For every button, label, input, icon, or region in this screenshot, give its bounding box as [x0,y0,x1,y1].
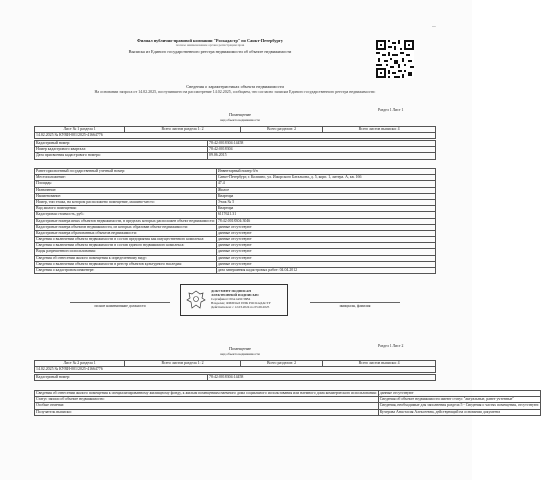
row-value: Сведения об объекте недвижимости имеют статус "актуальные, ранее учтенные" [378,397,540,403]
row-value: 78:42:0018304:14458 [208,375,436,381]
stamp-line-3: Сертификат: 00A1A9C36B4 [211,297,251,301]
row-label: Сведения об отнесении жилого помещения к определенному виду: [35,255,217,261]
row-label: Площадь: [35,181,217,187]
sig-line-right [310,302,400,303]
header-title: Выписка из Единого государственного реестра недвижимости об объекте недвижимости [128,48,292,54]
e-signature-stamp [180,284,288,316]
row-label: Особые отметки: [35,403,379,409]
row-value: Жилое [216,187,435,193]
row-label: Номер кадастрового квартала: [35,147,208,153]
row-label: Кадастровый номер: [35,141,208,147]
section1-number: Раздел 1 Лист 1 [378,108,404,112]
row-value: Санкт-Петербург, г. Колпино, ул. Ижорского Батальона, д. 5, корп. 1, литера. А, кв. 166 [216,175,435,181]
row-value: 09.06.2015 [208,153,436,159]
section2-number: Раздел 1 Лист 2 [378,344,404,348]
row-label: Кадастровые номера иных объектов недвижимости, в пределах которых расположен объект недвижимости: [36,218,215,223]
stamp-line-4: Владелец: ФИЛИАЛ ППК РОСКАДАСТР [211,301,271,305]
row-value: данные отсутствуют [216,230,435,236]
header-block [60,38,360,54]
section2-sheet-no: Лист № 2 раздела 1 [35,361,125,367]
table-row [35,375,436,381]
row-label: Назначение: [35,187,217,193]
section1-header-table [34,126,436,139]
row-label: Сведения о включении объекта недвижимости в реестр объектов культурного наследия: [35,261,217,267]
section2-id-table [34,374,436,381]
sig-position-caption: полное наименование должности [94,304,146,308]
row-label: Виды разрешенного использования: [35,249,217,255]
row-value: данные отсутствуют [216,224,435,230]
row-label: Ранее присвоенный государственный учетный номер: [35,169,217,175]
stamp-line-2: ЭЛЕКТРОННОЙ ПОДПИСЬЮ [211,293,259,297]
row-value: 6117621.31 [216,212,435,218]
page-number: — [432,24,436,28]
sig-line-left [70,302,170,303]
row-value: Квартира [216,206,435,212]
row-label: Сведения о включении объекта недвижимости в состав единого недвижимого комплекса: [35,243,217,249]
intro-text: На основании запроса от 14.02.2025, поступившего на рассмотрение 14.02.2025, сообщаем, что согласно записям Единого государственного реестра недвижимости: [94,89,376,95]
row-value: данные отсутствуют [216,261,435,267]
row-label: Наименование: [35,193,217,199]
row-label: Кадастровые номера образованных объектов недвижимости: [35,230,217,236]
row-value: 78:42:0018304:3046 [216,218,435,224]
section2-details-table [34,390,541,416]
section1-sections: Всего разделов: 2 [240,127,322,133]
row-label: Кадастровая стоимость, руб.: [35,212,217,218]
row-label: Номер, тип этажа, на котором расположено помещение, машино-место: [35,199,217,205]
row-label: Кадастровые номера объектов недвижимости, из которых образован объект недвижимости: [35,224,217,230]
intro-title: Сведения о характеристиках объекта недвижимости [186,84,284,89]
qr-code [376,40,414,78]
section2-title-block [40,346,440,357]
header-authority: Филиал публично-правовой компании "Роскадастр" по Санкт-Петербургу [136,38,284,43]
intro-block [40,84,430,94]
row-label: Сведения о кадастровом инженере: [35,268,217,274]
section2-subtitle: вид объекта недвижимости [220,351,260,356]
section1-details-table [34,168,436,274]
section1-date-line: 14.02.2025 № КУВИ-001/2025-41664776 [35,133,436,139]
section1-sheet-no: Лист № 1 раздела 1 [35,127,125,133]
row-value: данные отсутствуют [216,237,435,243]
row-value: 78:42:0018304 [208,147,436,153]
row-value: Квартира [216,193,435,199]
table-row [35,409,541,415]
section1-title: Помещение [229,112,251,117]
row-label: Сведения о включении объекта недвижимости в состав предприятия как имущественного комплекса: [35,237,217,243]
section1-title-block [40,112,440,123]
row-label: Местоположение: [35,175,217,181]
section1-id-table [34,140,436,160]
section1-subtitle: вид объекта недвижимости [220,117,260,122]
row-label: Получатель выписки: [35,409,379,415]
row-value: данные отсутствуют [216,249,435,255]
section2-header-table [34,360,436,373]
row-value: данные отсутствуют [216,243,435,249]
header-authority-caption: полное наименование органа регистрации прав [175,43,245,48]
section2-sheets-in-section: Всего листов раздела 1: 2 [125,361,241,367]
coat-of-arms-icon [184,288,208,312]
row-label: Статус записи об объекте недвижимости: [35,397,379,403]
row-value: 47.4 [216,181,435,187]
row-value: дата завершения кадастровых работ: 04.04.2012 [216,268,435,274]
section2-sections: Всего разделов: 2 [240,361,322,367]
sig-name-caption: инициалы, фамилия [339,304,371,308]
table-row [35,153,436,159]
section2-title: Помещение [229,346,251,351]
stamp-line-5: Действителен: с 12.03.2024 по 05.06.2025 [211,305,270,309]
table-row [35,268,436,274]
section1-sheets-in-section: Всего листов раздела 1: 2 [125,127,241,133]
row-label: Кадастровый номер: [35,375,208,381]
row-value: 78:42:0018304:14458 [208,141,436,147]
row-value: Кучерова Анастасия Алексеевна, действующий на основании документа [378,409,540,415]
stamp-text [211,289,283,309]
row-value: Инвентарный номер б/н [216,169,435,175]
row-label: Дата присвоения кадастрового номера: [35,153,208,159]
row-value: данные отсутствуют [378,391,540,397]
row-label: Вид жилого помещения: [35,206,217,212]
section2-sheets: Всего листов выписки: 4 [323,361,436,367]
row-value: Этаж № 5 [216,199,435,205]
stamp-line-1: ДОКУМЕНТ ПОДПИСАН [211,289,251,293]
row-value: Сведения, необходимые для заполнения раздела 5 - Сведения о частях помещения, отсутствуют. [379,403,540,408]
row-label: Сведения об отнесении жилого помещения к специализированному жилищному фонду, к жилым помещениям наемного дома социального использования или наемного дома коммерческого использования: [36,391,377,395]
section2-date-line: 14.02.2025 № КУВИ-001/2025-41664776 [35,367,436,373]
section1-sheets: Всего листов выписки: 4 [323,127,436,133]
row-value: данные отсутствуют [216,255,435,261]
